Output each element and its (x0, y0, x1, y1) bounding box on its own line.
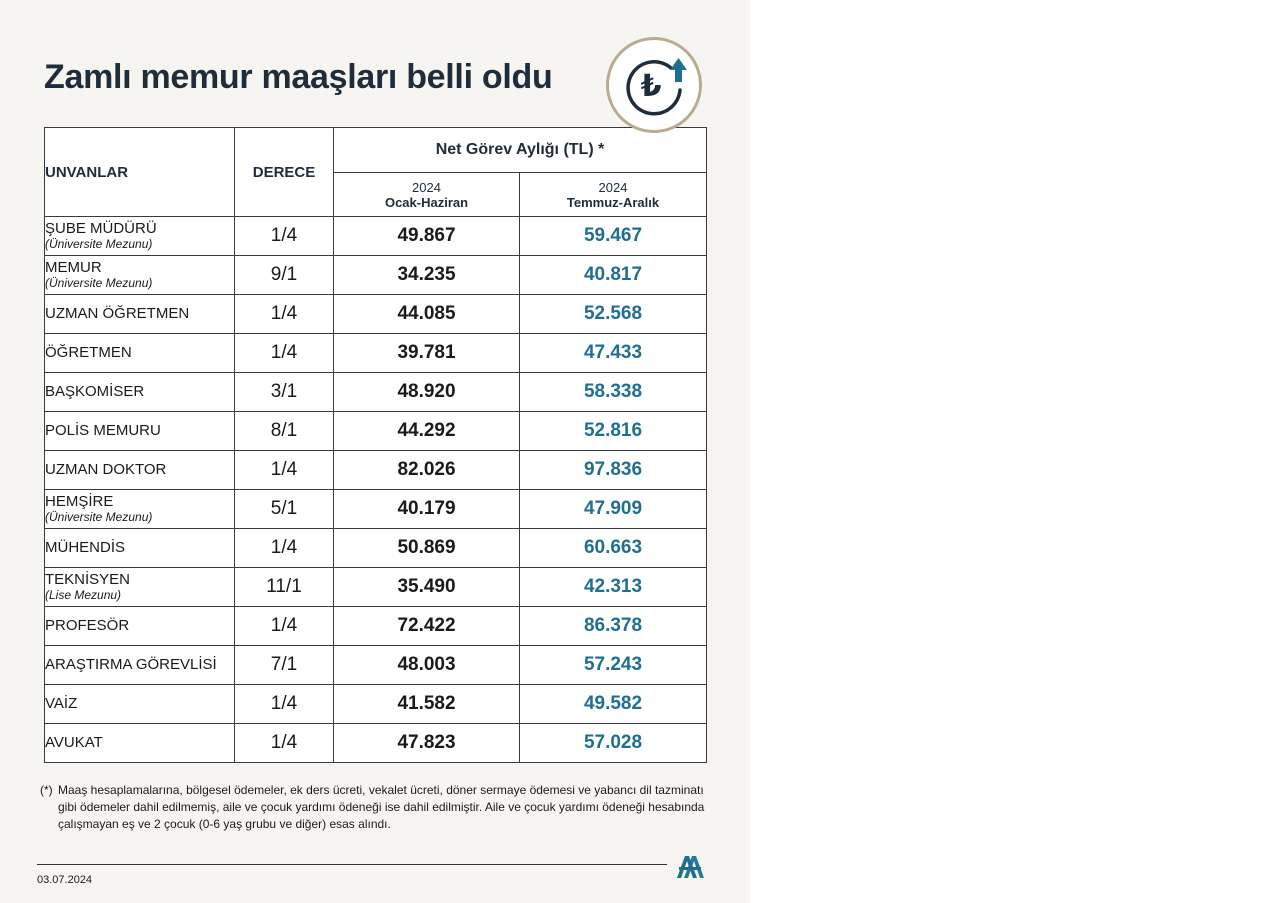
cell-derece: 11/1 (235, 568, 334, 607)
cell-unvan (45, 685, 235, 724)
cell-derece: 1/4 (235, 334, 334, 373)
cell-unvan (45, 607, 235, 646)
header-ocak-haziran (334, 173, 520, 217)
cell-ocak-haziran: 44.085 (334, 295, 520, 334)
unvan-label: TEKNİSYEN (45, 571, 131, 588)
table-row (45, 724, 707, 763)
unvan-label: MÜHENDİS (45, 539, 126, 556)
header-net-gorev-ayligi: Net Görev Aylığı (TL) * (334, 128, 707, 173)
table-row (45, 373, 707, 412)
unvan-note: (Üniversite Mezunu) (45, 510, 153, 524)
cell-ocak-haziran: 48.920 (334, 373, 520, 412)
header-col1-year: 2024 (412, 179, 441, 195)
table-row (45, 607, 707, 646)
cell-unvan (45, 529, 235, 568)
cell-derece: 1/4 (235, 217, 334, 256)
cell-temmuz-aralik: 57.028 (520, 724, 707, 763)
publish-date: 03.07.2024 (37, 874, 93, 886)
cell-derece: 1/4 (235, 685, 334, 724)
cell-temmuz-aralik: 52.816 (520, 412, 707, 451)
table-row (45, 646, 707, 685)
cell-ocak-haziran: 39.781 (334, 334, 520, 373)
salary-table (44, 127, 707, 763)
cell-temmuz-aralik: 47.909 (520, 490, 707, 529)
cell-derece: 9/1 (235, 256, 334, 295)
unvan-label: HEMŞİRE (45, 493, 114, 510)
table-row (45, 451, 707, 490)
unvan-label: UZMAN DOKTOR (45, 461, 167, 478)
cell-unvan (45, 256, 235, 295)
cell-ocak-haziran: 44.292 (334, 412, 520, 451)
header-col1-period: Ocak-Haziran (384, 194, 469, 210)
cell-derece: 5/1 (235, 490, 334, 529)
cell-temmuz-aralik: 57.243 (520, 646, 707, 685)
unvan-label: UZMAN ÖĞRETMEN (45, 305, 190, 322)
cell-temmuz-aralik: 42.313 (520, 568, 707, 607)
unvan-note: (Üniversite Mezunu) (45, 237, 153, 251)
table-row (45, 529, 707, 568)
cell-unvan (45, 217, 235, 256)
cell-unvan (45, 373, 235, 412)
cell-ocak-haziran: 40.179 (334, 490, 520, 529)
cell-unvan (45, 334, 235, 373)
footer-divider (37, 864, 667, 865)
cell-temmuz-aralik: 97.836 (520, 451, 707, 490)
unvan-label: ARAŞTIRMA GÖREVLİSİ (45, 656, 217, 673)
table-row (45, 334, 707, 373)
unvan-label: VAİZ (45, 695, 78, 712)
table-row (45, 256, 707, 295)
lira-up-arrow-icon (606, 37, 702, 133)
unvan-label: MEMUR (45, 259, 102, 276)
cell-derece: 3/1 (235, 373, 334, 412)
cell-ocak-haziran: 48.003 (334, 646, 520, 685)
unvan-label: ÖĞRETMEN (45, 344, 132, 361)
table-row (45, 490, 707, 529)
header-temmuz-aralik (520, 173, 707, 217)
cell-temmuz-aralik: 59.467 (520, 217, 707, 256)
page-title: Zamlı memur maaşları belli oldu (44, 58, 553, 96)
cell-derece: 1/4 (235, 724, 334, 763)
cell-derece: 7/1 (235, 646, 334, 685)
header-derece: DERECE (235, 128, 334, 217)
header-col2-year: 2024 (598, 179, 628, 195)
cell-temmuz-aralik: 60.663 (520, 529, 707, 568)
cell-ocak-haziran: 41.582 (334, 685, 520, 724)
cell-unvan (45, 412, 235, 451)
cell-unvan (45, 568, 235, 607)
unvan-label: PROFESÖR (45, 617, 130, 634)
cell-ocak-haziran: 47.823 (334, 724, 520, 763)
cell-ocak-haziran: 82.026 (334, 451, 520, 490)
cell-ocak-haziran: 34.235 (334, 256, 520, 295)
unvan-note: (Üniversite Mezunu) (45, 276, 153, 290)
table-row (45, 217, 707, 256)
header-col2-period: Temmuz-Aralık (566, 194, 660, 210)
unvan-label: BAŞKOMİSER (45, 383, 145, 400)
unvan-label: ŞUBE MÜDÜRÜ (45, 220, 157, 237)
cell-ocak-haziran: 72.422 (334, 607, 520, 646)
header-unvanlar: UNVANLAR (45, 128, 235, 217)
cell-temmuz-aralik: 58.338 (520, 373, 707, 412)
cell-temmuz-aralik: 40.817 (520, 256, 707, 295)
unvan-label: POLİS MEMURU (45, 422, 161, 439)
cell-temmuz-aralik: 52.568 (520, 295, 707, 334)
cell-unvan (45, 295, 235, 334)
anadolu-agency-logo (676, 852, 704, 885)
cell-unvan (45, 646, 235, 685)
cell-ocak-haziran: 49.867 (334, 217, 520, 256)
cell-unvan (45, 724, 235, 763)
table-body (45, 217, 707, 763)
cell-derece: 1/4 (235, 607, 334, 646)
unvan-note: (Lise Mezunu) (45, 588, 122, 602)
cell-derece: 8/1 (235, 412, 334, 451)
cell-temmuz-aralik: 47.433 (520, 334, 707, 373)
lira-symbol: ₺ (640, 69, 662, 104)
table-row (45, 685, 707, 724)
cell-derece: 1/4 (235, 529, 334, 568)
cell-derece: 1/4 (235, 295, 334, 334)
table-row (45, 295, 707, 334)
footnote-text: Maaş hesaplamalarına, bölgesel ödemeler, ek ders ücreti, vekalet ücreti, döner sermaye ödemesi ve yabancı dil tazminatı gibi ödemeler dahil edilmemiş, aile ve çocuk yardımı ödeneği ise dahil edilmiştir. Aile ve çocuk yardımı ödeneği hesabında çalışmayan eş ve 2 çocuk (0-6 yaş grubu ve diğer) esas alındı. (58, 783, 705, 831)
cell-ocak-haziran: 50.869 (334, 529, 520, 568)
table-row (45, 568, 707, 607)
cell-temmuz-aralik: 86.378 (520, 607, 707, 646)
cell-ocak-haziran: 35.490 (334, 568, 520, 607)
footnote (40, 782, 710, 833)
cell-temmuz-aralik: 49.582 (520, 685, 707, 724)
cell-unvan (45, 451, 235, 490)
footnote-mark: (*) (40, 783, 53, 797)
cell-derece: 1/4 (235, 451, 334, 490)
table-row (45, 412, 707, 451)
cell-unvan (45, 490, 235, 529)
unvan-label: AVUKAT (45, 734, 103, 751)
